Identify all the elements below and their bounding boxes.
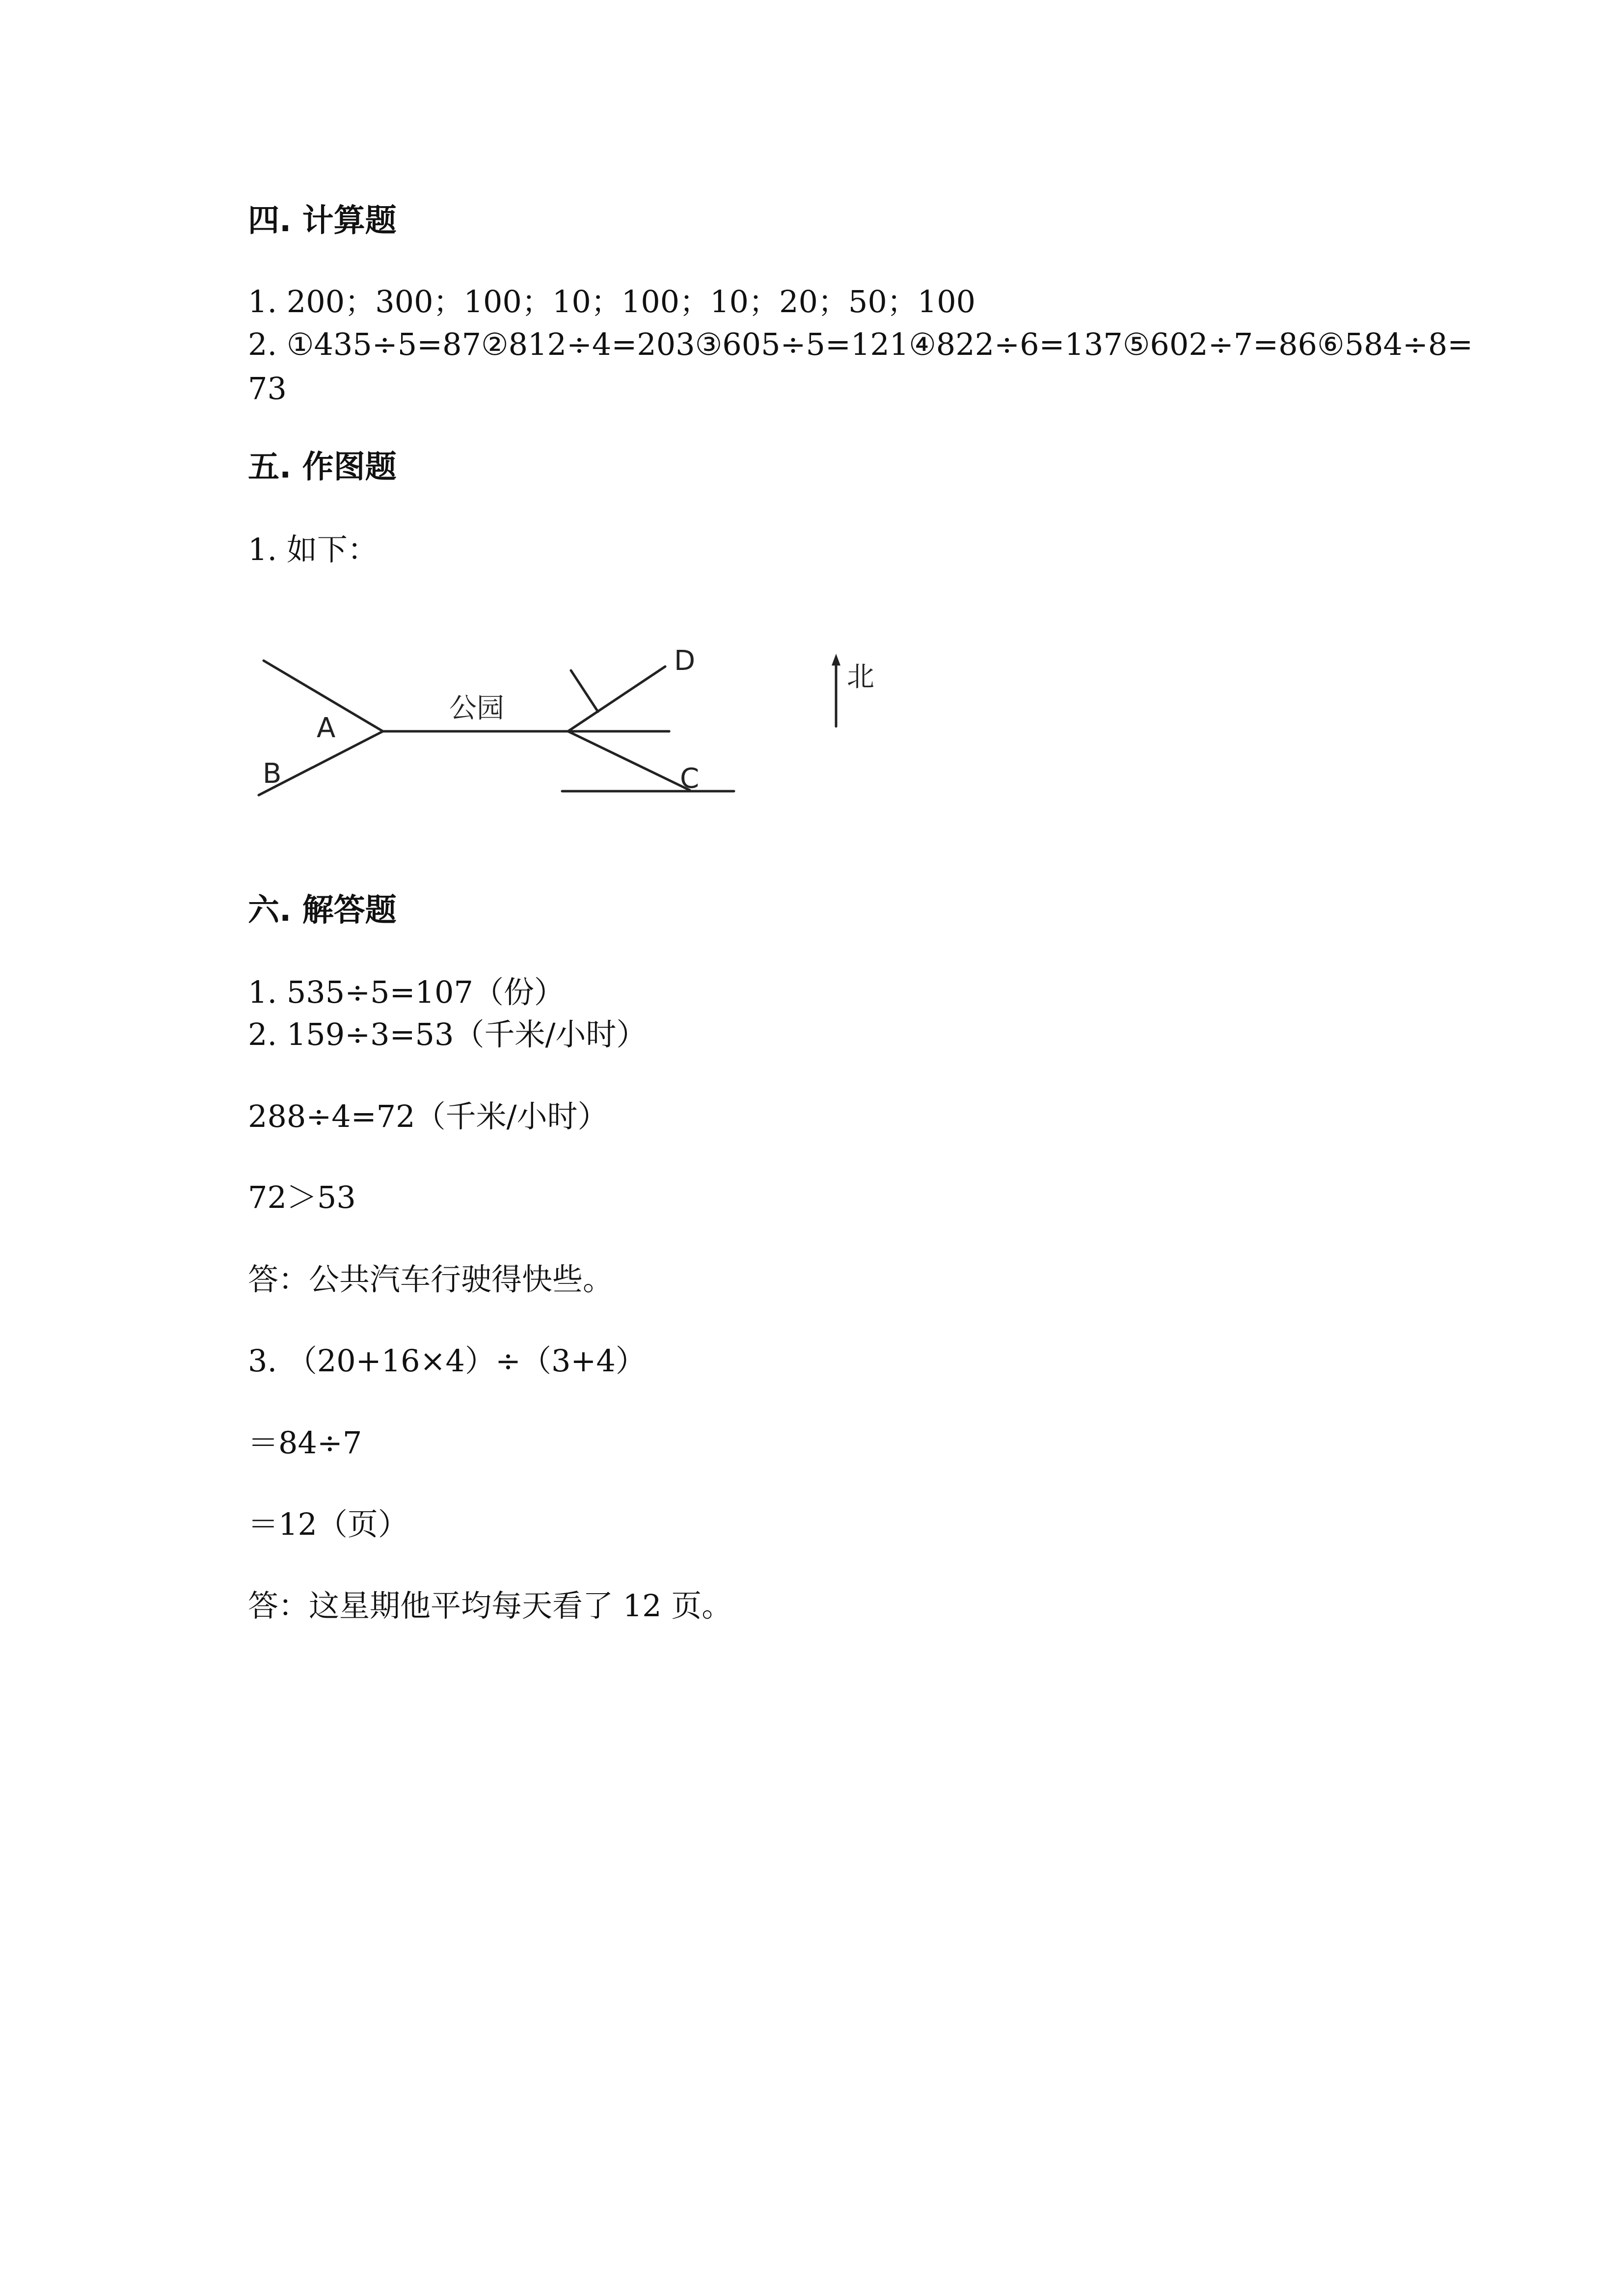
- road-d-spur: [571, 670, 598, 712]
- route-map-figure: [248, 633, 945, 810]
- section-6-answer-3c: ＝12（页）: [248, 1506, 408, 1542]
- section-6-heading: 六. 解答题: [248, 892, 397, 929]
- section-4-answer-2-line-2: 73: [248, 371, 287, 406]
- section-6-answer-2c: 72＞53: [248, 1179, 356, 1215]
- label-b: B: [263, 758, 282, 790]
- section-6-answer-2-conclusion: 答：公共汽车行驶得快些。: [248, 1261, 614, 1297]
- section-6-answer-1: 1. 535÷5=107（份）: [248, 974, 565, 1010]
- label-park: 公园: [449, 693, 504, 724]
- section-4-heading: 四. 计算题: [248, 203, 397, 239]
- section-4-answer-2-line-1: 2. ①435÷5=87②812÷4=203③605÷5=121④822÷6=137⑤602÷7=86⑥584÷8=: [248, 326, 1473, 362]
- label-a: A: [317, 712, 336, 744]
- label-north: 北: [847, 661, 874, 693]
- road-d: [568, 667, 665, 731]
- section-6-answer-3-conclusion: 答：这星期他平均每天看了 12 页。: [248, 1588, 732, 1624]
- section-6-answer-3a: 3. （20+16×4）÷（3+4）: [248, 1343, 646, 1379]
- section-6-answer-3b: ＝84÷7: [248, 1425, 362, 1461]
- label-c: C: [680, 763, 700, 795]
- road-c: [568, 731, 690, 790]
- section-5-answer-1: 1. 如下：: [248, 532, 378, 567]
- section-5-heading: 五. 作图题: [248, 449, 397, 485]
- section-6-answer-2b: 288÷4=72（千米/小时）: [248, 1098, 608, 1134]
- section-6-answer-2a: 2. 159÷3=53（千米/小时）: [248, 1016, 647, 1052]
- label-d: D: [674, 645, 696, 677]
- section-4-answer-1: 1. 200；300；100；10；100；10；20；50；100: [248, 284, 976, 320]
- north-arrow-head: [832, 654, 840, 666]
